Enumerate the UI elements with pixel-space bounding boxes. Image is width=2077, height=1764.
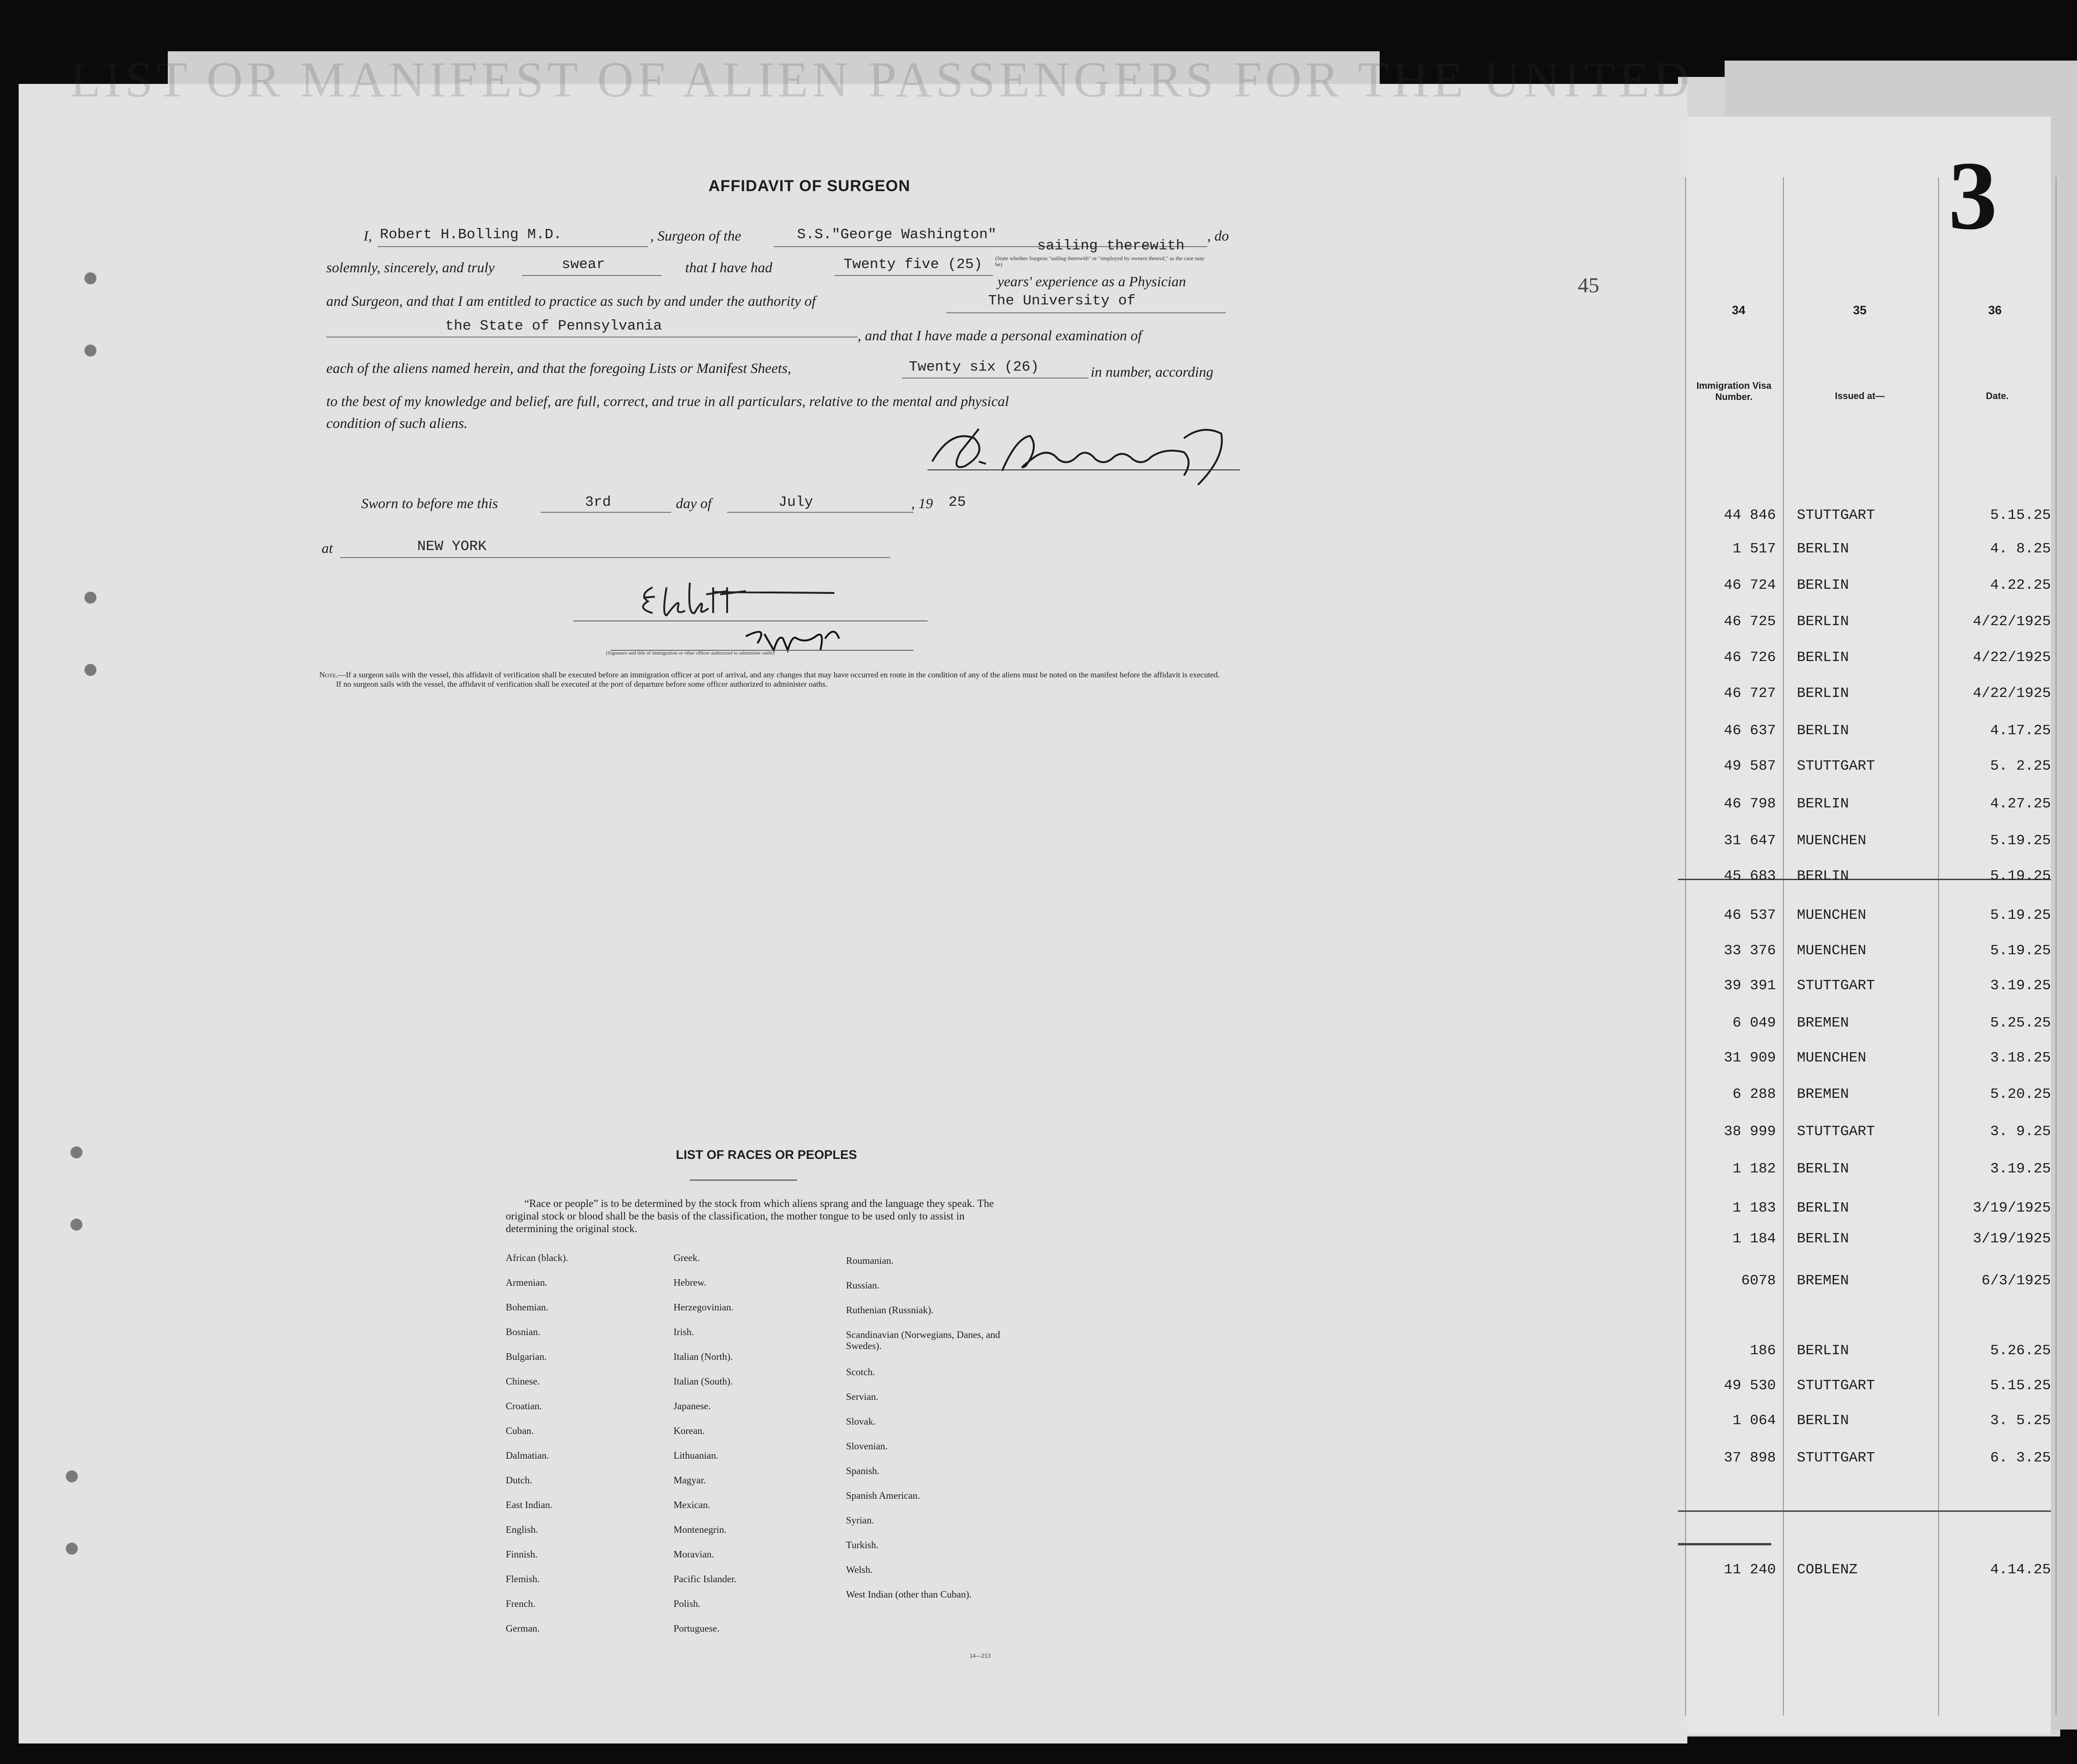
visa-number-cell: 46 725 [1724,613,1776,630]
officer-caption: (Signature and title of immigration or other officer authorized to administer oaths) [606,650,775,656]
race-item: Croatian. [506,1400,542,1412]
punch-hole-icon [65,1140,84,1165]
sworn-text: Sworn to before me this [361,495,498,511]
affidavit-text: solemnly, sincerely, and truly [326,259,495,276]
race-item: Pacific Islander. [674,1573,737,1585]
punch-hole-icon [79,585,98,610]
race-item: Spanish. [846,1465,880,1476]
column-header-issued-at: Issued at— [1835,391,1885,401]
race-item: East Indian. [506,1499,553,1510]
fill-line [541,512,671,513]
issued-at-cell: MUENCHEN [1797,833,1866,849]
race-item: Chinese. [506,1376,540,1387]
visa-number-cell: 49 587 [1724,758,1776,774]
race-item: Bohemian. [506,1302,549,1313]
column-header-visa-number: Immigration Visa Number. [1696,381,1772,402]
visa-date-cell: 4.27.25 [1990,796,2051,812]
visa-number-cell: 11 240 [1724,1562,1776,1578]
visa-date-cell: 4.22.25 [1990,577,2051,593]
sworn-day: 3rd [585,494,611,510]
note-text-2: If no surgeon sails with the vessel, the affidavit of verification shall be executed at the port of departure before some officer authorized to administer oaths. [336,680,828,689]
race-item: Mexican. [674,1499,710,1510]
visa-number-cell: 186 [1750,1343,1776,1359]
punch-hole-icon [79,338,98,363]
note-label: Note. [319,670,338,679]
issued-at-cell: BERLIN [1797,868,1849,884]
visa-number-cell: 1 064 [1732,1413,1776,1429]
affidavit-text: years' experience as a Physician [997,273,1186,289]
visa-date-cell: 5.19.25 [1990,833,2051,849]
affidavit-text: , Surgeon of the [650,227,742,244]
vessel-name: S.S."George Washington" [797,227,997,243]
punch-hole-icon [61,1464,79,1489]
issued-at-cell: BERLIN [1797,613,1849,630]
authority-line-2: the State of Pennsylvania [445,318,662,334]
visa-date-cell: 4/22/1925 [1973,649,2051,666]
visa-number-cell: 6 288 [1732,1086,1776,1102]
visa-number-cell: 44 846 [1724,507,1776,524]
race-item: Servian. [846,1391,879,1402]
affidavit-text: , and that I have made a personal examination of [858,327,1142,344]
race-item: Slovenian. [846,1440,888,1452]
visa-date-cell: 3. 9.25 [1990,1123,2051,1140]
page-number: 3 [1948,142,1997,250]
race-item: Welsh. [846,1564,873,1575]
fill-line [946,312,1226,313]
issued-at-cell: STUTTGART [1797,1123,1875,1140]
visa-number-cell: 46 724 [1724,577,1776,593]
fill-line [902,378,1088,379]
issued-at-cell: BERLIN [1797,1343,1849,1359]
visa-number-cell: 39 391 [1724,978,1776,994]
visa-date-cell: 3.19.25 [1990,1161,2051,1177]
surgeon-name: Robert H.Bolling M.D. [380,227,562,243]
affidavit-text: and Surgeon, and that I am entitled to practice as such by and under the authority of [326,293,816,309]
affidavit-text: each of the aliens named herein, and that the foregoing Lists or Manifest Sheets, [326,360,791,376]
race-item: Finnish. [506,1549,538,1560]
race-item: Magyar. [674,1475,706,1486]
visa-number-cell: 45 683 [1724,868,1776,884]
visa-date-cell: 3.19.25 [1990,978,2051,994]
punch-hole-icon [65,1212,84,1237]
visa-date-cell: 4.17.25 [1990,723,2051,739]
sworn-text: at [322,540,333,556]
race-item: Portuguese. [674,1623,720,1634]
visa-number-cell: 33 376 [1724,943,1776,959]
affidavit-text: in number, according [1091,364,1214,380]
visa-number-cell: 6078 [1741,1273,1776,1289]
issued-at-cell: MUENCHEN [1797,943,1866,959]
race-item: Armenian. [506,1277,548,1288]
row-separator [1678,1510,2051,1512]
issued-at-cell: MUENCHEN [1797,1050,1866,1066]
race-item: Lithuanian. [674,1450,719,1461]
form-number: 14—213 [970,1653,991,1659]
column-number: 34 [1732,303,1746,317]
race-item: Dalmatian. [506,1450,549,1461]
sailing-status: sailing therewith [1037,238,1185,254]
issued-at-cell: BREMEN [1797,1086,1849,1102]
race-item: Scandinavian (Norwegians, Danes, and Swedes). [846,1329,1000,1351]
race-item: Korean. [674,1425,705,1436]
visa-number-cell: 38 999 [1724,1123,1776,1140]
affidavit-note [319,670,1228,689]
table-divider [1685,177,1686,1716]
visa-date-cell: 5.19.25 [1990,868,2051,884]
visa-number-cell: 1 184 [1732,1231,1776,1247]
visa-number-cell: 1 517 [1732,541,1776,557]
manifest-header-ghost: LIST OR MANIFEST OF ALIEN PASSENGERS FOR THE UNITED [70,52,1693,108]
race-item: Scotch. [846,1366,875,1378]
race-item: Greek. [674,1252,700,1263]
race-item: Turkish. [846,1539,879,1550]
issued-at-cell: MUENCHEN [1797,907,1866,923]
race-item: Italian (North). [674,1351,733,1362]
fill-line [326,337,858,338]
fill-line [378,246,648,247]
visa-date-cell: 3. 5.25 [1990,1413,2051,1429]
visa-date-cell: 4.14.25 [1990,1562,2051,1578]
race-item: French. [506,1598,536,1609]
races-intro: “Race or people” is to be determined by the stock from which aliens sprang and the language they speak. The original stock or blood shall be the basis of the classification, the mother tongue to be used only to assist in determining the original stock. [506,1198,994,1234]
visa-date-cell: 4/22/1925 [1973,613,2051,630]
visa-date-cell: 5.15.25 [1990,507,2051,524]
race-item: Herzegovinian. [674,1302,734,1313]
race-item: Spanish American. [846,1490,920,1501]
race-item: Moravian. [674,1549,714,1560]
visa-date-cell: 5. 2.25 [1990,758,2051,774]
race-item: Roumanian. [846,1255,894,1266]
affidavit-text: to the best of my knowledge and belief, are full, correct, and true in all particulars, relative to the mental and physical [326,393,1009,409]
punch-hole-icon [61,1536,79,1561]
issued-at-cell: BERLIN [1797,1161,1849,1177]
visa-date-cell: 5.15.25 [1990,1378,2051,1394]
visa-date-cell: 5.19.25 [1990,943,2051,959]
sworn-place: NEW YORK [417,538,487,555]
authority-line-1: The University of [988,293,1136,309]
race-item: Polish. [674,1598,701,1609]
visa-date-cell: 5.25.25 [1990,1015,2051,1031]
issued-at-cell: STUTTGART [1797,1450,1875,1466]
table-divider [1783,177,1784,1716]
race-item: African (black). [506,1252,569,1263]
visa-date-cell: 5.26.25 [1990,1343,2051,1359]
affidavit-title: AFFIDAVIT OF SURGEON [708,177,911,195]
sheets-count: Twenty six (26) [909,359,1039,375]
visa-date-cell: 4/22/1925 [1973,685,2051,702]
issued-at-cell: BREMEN [1797,1015,1849,1031]
side-number: 45 [1578,273,1599,297]
issued-at-cell: BERLIN [1797,796,1849,812]
issued-at-cell: STUTTGART [1797,507,1875,524]
visa-number-cell: 49 530 [1724,1378,1776,1394]
visa-number-cell: 46 798 [1724,796,1776,812]
race-item: Cuban. [506,1425,534,1436]
race-item: Bosnian. [506,1326,541,1337]
issued-at-cell: BREMEN [1797,1273,1849,1289]
visa-number-cell: 46 726 [1724,649,1776,666]
race-item: Dutch. [506,1475,532,1486]
surgeon-signature [923,420,1249,489]
race-item: Japanese. [674,1400,711,1412]
issued-at-cell: BERLIN [1797,541,1849,557]
column-header-date: Date. [1986,391,2009,401]
visa-number-cell: 6 049 [1732,1015,1776,1031]
race-item: Italian (South). [674,1376,733,1387]
issued-at-cell: BERLIN [1797,1200,1849,1216]
race-item: English. [506,1524,538,1535]
race-item: Ruthenian (Russniak). [846,1304,934,1316]
table-divider [1938,177,1939,1716]
visa-number-cell: 46 637 [1724,723,1776,739]
visa-date-cell: 6. 3.25 [1990,1450,2051,1466]
visa-sheet [1678,117,2051,1734]
fill-line [522,275,662,276]
visa-number-cell: 1 182 [1732,1161,1776,1177]
visa-number-cell: 31 647 [1724,833,1776,849]
visa-date-cell: 3/19/1925 [1973,1231,2051,1247]
visa-number-cell: 31 909 [1724,1050,1776,1066]
race-item: Syrian. [846,1515,874,1526]
affidavit-text: that I have had [685,259,772,276]
visa-number-cell: 46 537 [1724,907,1776,923]
issued-at-cell: BERLIN [1797,723,1849,739]
column-number: 36 [1988,303,2002,317]
issued-at-cell: STUTTGART [1797,758,1875,774]
issued-at-cell: STUTTGART [1797,1378,1875,1394]
visa-date-cell: 3/19/1925 [1973,1200,2051,1216]
fill-line [340,557,890,558]
row-separator [1678,1543,1771,1545]
punch-hole-icon [79,266,98,291]
race-item: Russian. [846,1280,880,1291]
race-item: West Indian (other than Cuban). [846,1589,972,1600]
sworn-month: July [778,494,813,510]
issued-at-cell: STUTTGART [1797,978,1875,994]
visa-number-cell: 46 727 [1724,685,1776,702]
issued-at-cell: COBLENZ [1797,1562,1858,1578]
punch-hole-icon [79,657,98,682]
sailing-note: (State whether Surgeon "sailing therewith" or "employed by owners thereof," as the case may be) [995,255,1205,268]
column-number: 35 [1853,303,1867,317]
oath-word: swear [562,256,605,273]
sworn-text: day of [676,495,712,511]
race-item: Bulgarian. [506,1351,547,1362]
visa-date-cell: 6/3/1925 [1981,1273,2051,1289]
note-text-1: —If a surgeon sails with the vessel, this affidavit of verification shall be executed before an immigration officer at port of arrival, and any changes that may have occurred en route in the condition of any of the aliens must be noted on the manifest before the affidavit is executed. [337,670,1220,679]
title-underline [690,1179,797,1181]
race-item: Slovak. [846,1416,876,1427]
visa-date-cell: 5.19.25 [1990,907,2051,923]
issued-at-cell: BERLIN [1797,685,1849,702]
visa-date-cell: 4. 8.25 [1990,541,2051,557]
visa-date-cell: 3.18.25 [1990,1050,2051,1066]
races-title: LIST OF RACES OR PEOPLES [676,1148,857,1162]
fill-line [727,512,914,513]
visa-number-cell: 1 183 [1732,1200,1776,1216]
race-item: Montenegrin. [674,1524,727,1535]
issued-at-cell: BERLIN [1797,577,1849,593]
race-item: Irish. [674,1326,694,1337]
sworn-text: , 19 [911,495,933,511]
race-item: German. [506,1623,540,1634]
race-item: Hebrew. [674,1277,707,1288]
race-item: Flemish. [506,1573,540,1585]
sworn-year: 25 [949,494,966,510]
affidavit-text: condition of such aliens. [326,415,468,431]
visa-date-cell: 5.20.25 [1990,1086,2051,1102]
fill-line [834,275,993,276]
affidavit-text: I, [364,227,372,244]
issued-at-cell: BERLIN [1797,649,1849,666]
issued-at-cell: BERLIN [1797,1231,1849,1247]
issued-at-cell: BERLIN [1797,1413,1849,1429]
visa-number-cell: 37 898 [1724,1450,1776,1466]
affidavit-text: , do [1207,227,1229,244]
officer-signature [573,569,928,653]
years-experience: Twenty five (25) [844,256,983,273]
